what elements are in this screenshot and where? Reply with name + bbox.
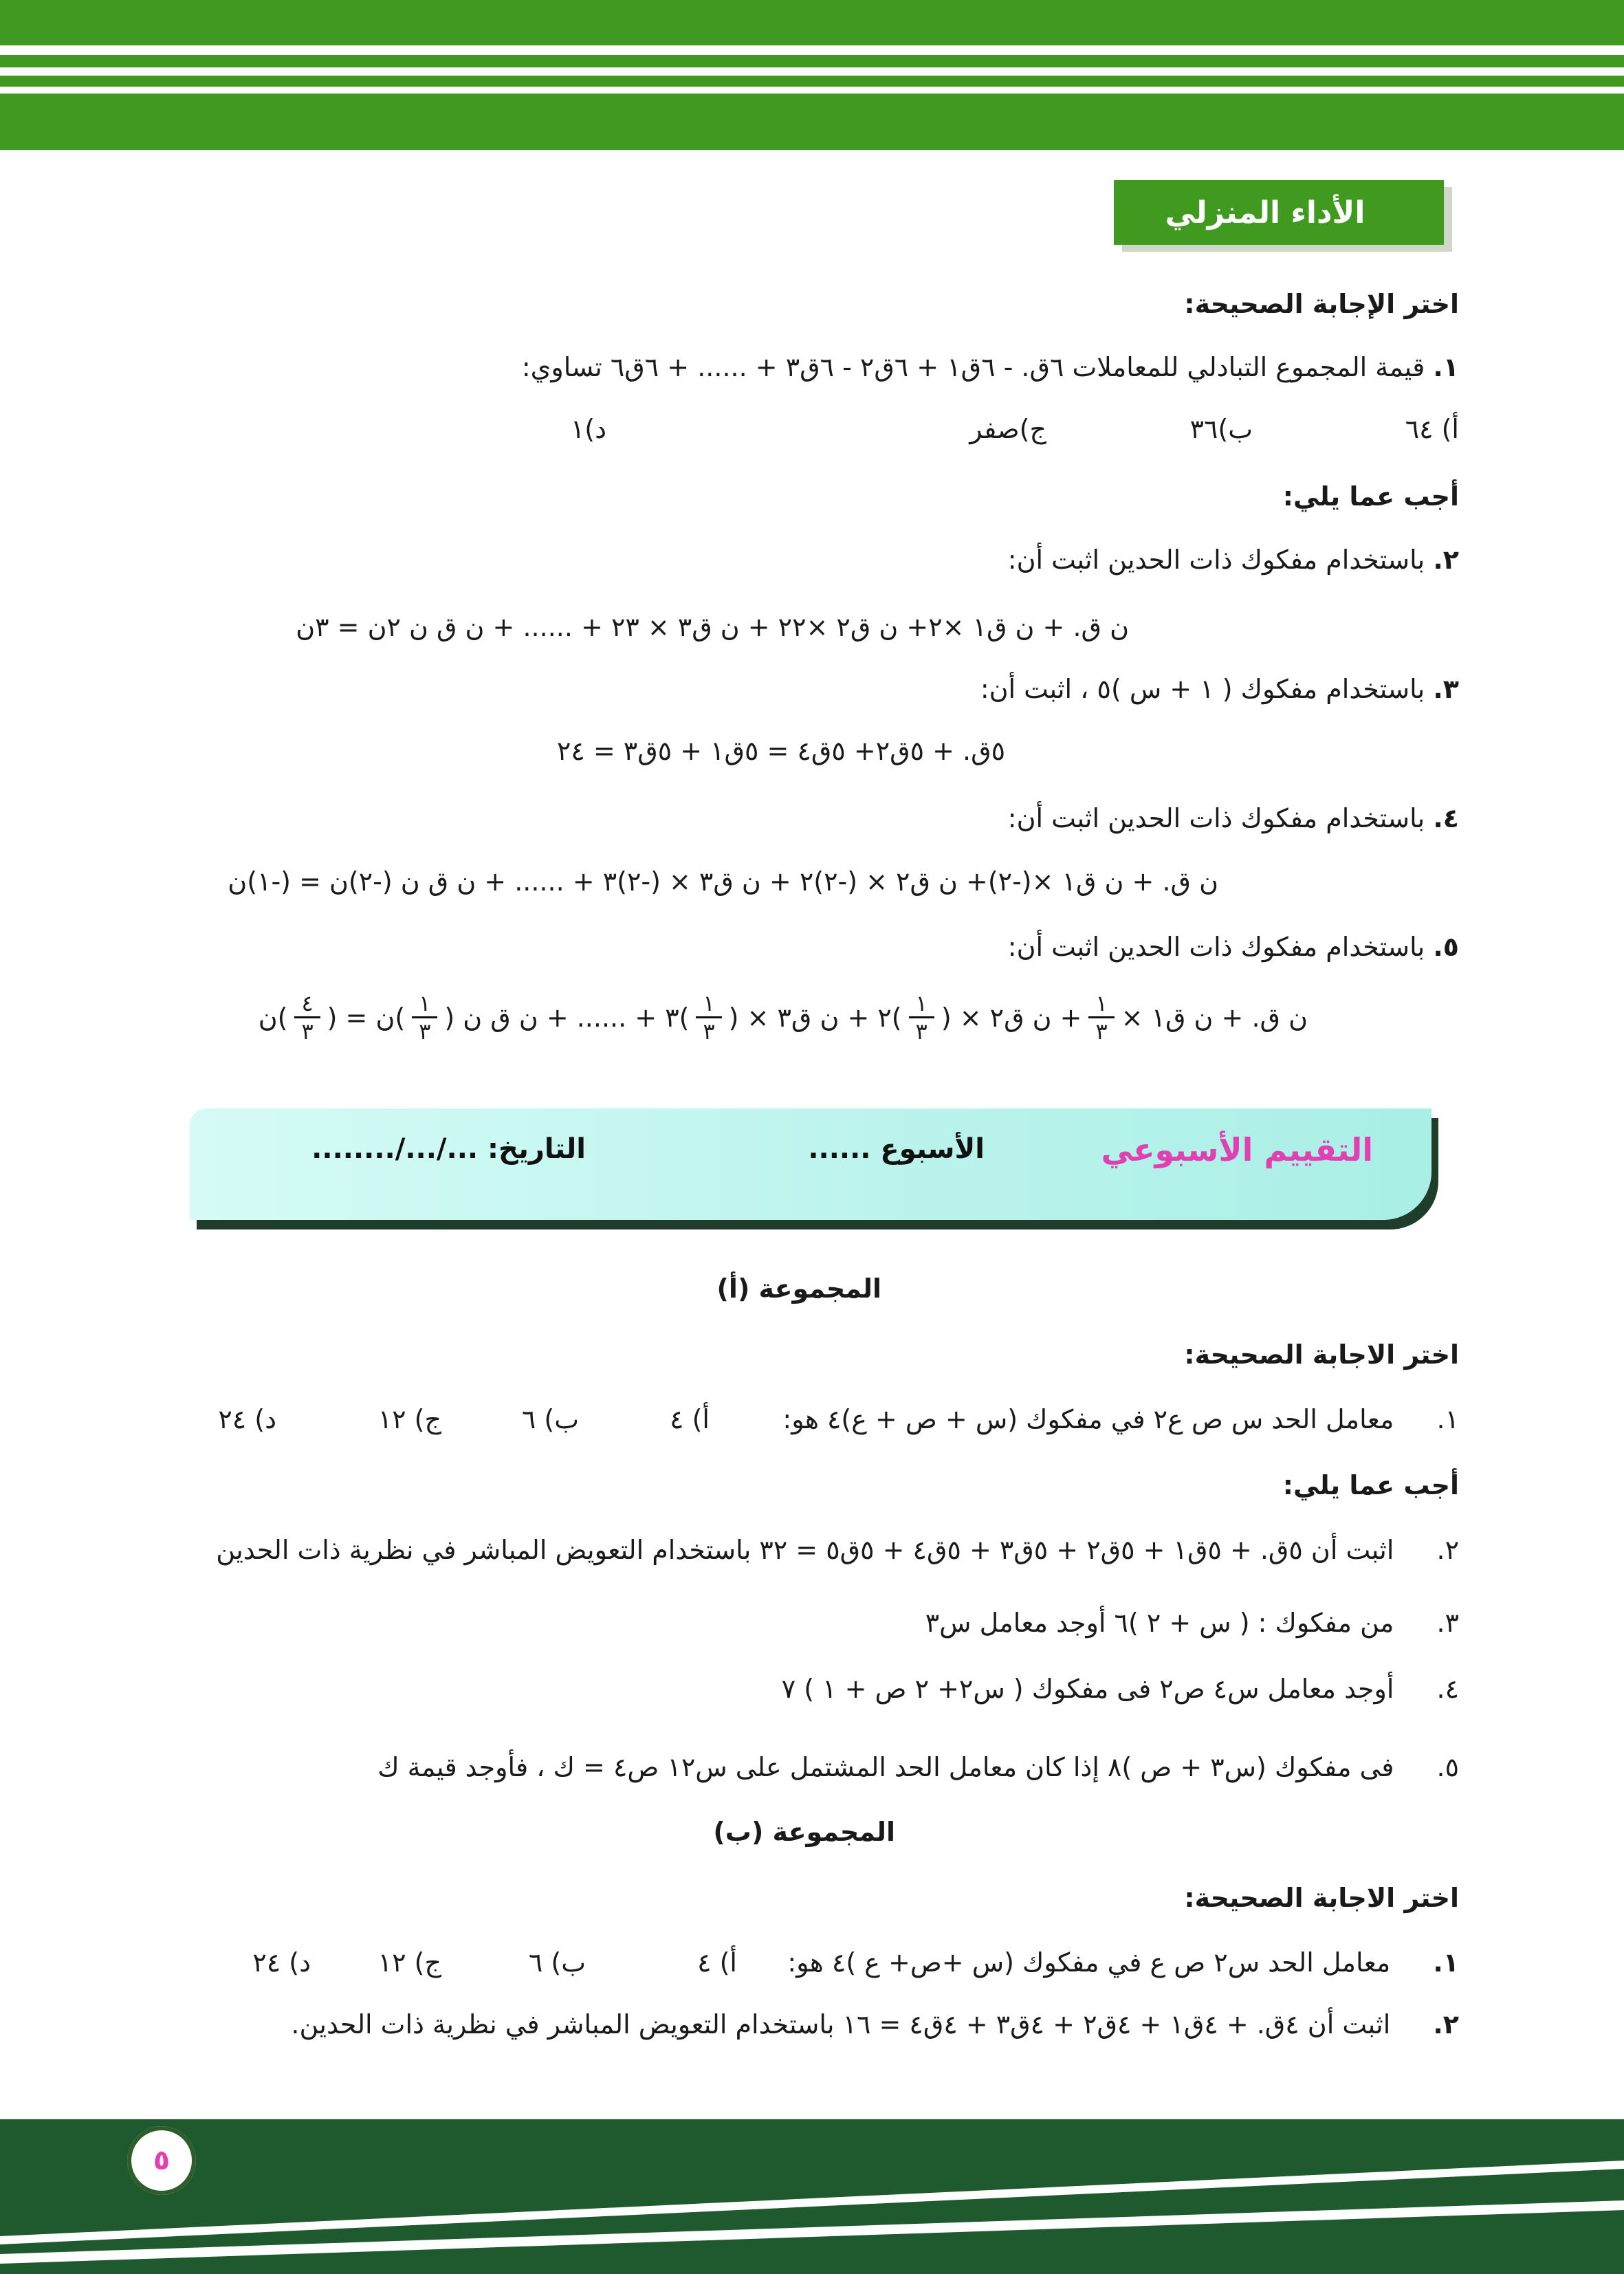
- group-a-heading: المجموعة (أ): [716, 1273, 881, 1304]
- group-a-option-b: ب) ٦: [521, 1404, 579, 1434]
- group-a-question-4: ٤. أوجد معامل س٤ ص٢ فى مفكوك ( س٢+ ٢ ص + ١ ) ٧: [781, 1674, 1459, 1704]
- fraction-one-third: $\frac{١}{٣}$: [696, 990, 721, 1045]
- group-b-question-1: ١. معامل الحد س٢ ص ع في مفكوك (س +ص+ ع )٤ هو:: [787, 1947, 1459, 1978]
- group-a-option-c: ج) ١٢: [377, 1404, 441, 1434]
- date-label: التاريخ: .../.../........: [311, 1133, 586, 1165]
- formula-5: ن ق. + ن ق١ × $\frac{١}{٣}$ + ن ق٢ × ( $\frac{١}{٣}$ )٢ + ن ق٣ × ( $\frac{١}{٣}$ )٣ + ...... + ن ق ن ( $\frac{١}{٣}$ )ن = ( $\frac{٤}{٣}$ )ن: [258, 990, 1308, 1045]
- group-a-section-answer: أجب عما يلي:: [1282, 1470, 1459, 1500]
- section-label-choose: اختر الإجابة الصحيحة:: [1184, 289, 1459, 319]
- question-5: ٥. باستخدام مفكوك ذات الحدين اثبت أن:: [1007, 932, 1459, 962]
- group-a-option-a: أ) ٤: [670, 1404, 710, 1434]
- group-b-section-choose: اختر الاجابة الصحيحة:: [1184, 1883, 1459, 1913]
- group-b-option-b: ب) ٦: [528, 1947, 586, 1978]
- option-d: د)١: [570, 414, 606, 444]
- group-b-option-a: أ) ٤: [697, 1947, 737, 1978]
- group-a-question-2: ٢. اثبت أن ٥ق. + ٥ق١ + ٥ق٢ + ٥ق٣ + ٥ق٤ + ٥ق٥ = ٣٢ باستخدام التعويض المباشر في نظرية ذات الحدين: [216, 1535, 1459, 1565]
- weekly-evaluation-title: التقييم الأسبوعي: [1101, 1131, 1373, 1168]
- group-a-section-choose: اختر الاجابة الصحيحة:: [1184, 1340, 1459, 1370]
- group-a-question-5: ٥. فى مفكوك (س٣ + ص )٨ إذا كان معامل الحد المشتمل على س١٢ ص٤ = ك ، فأوجد قيمة ك: [377, 1752, 1459, 1782]
- question-4: ٤. باستخدام مفكوك ذات الحدين اثبت أن:: [1007, 803, 1459, 833]
- group-a-question-3: ٣. من مفكوك : ( س + ٢ )٦ أوجد معامل س٣: [925, 1608, 1459, 1638]
- option-b: ب)٣٦: [1189, 414, 1253, 444]
- question-2: ٢. باستخدام مفكوك ذات الحدين اثبت أن:: [1007, 545, 1459, 575]
- group-b-option-c: ج) ١٢: [377, 1947, 441, 1978]
- group-b-heading: المجموعة (ب): [713, 1817, 895, 1847]
- option-a: أ) ٦٤: [1405, 414, 1459, 444]
- week-label: الأسبوع ......: [808, 1133, 985, 1165]
- bottom-decorative-bar: [0, 2119, 1624, 2274]
- fraction-one-third: $\frac{١}{٣}$: [909, 990, 934, 1045]
- fraction-one-third: $\frac{١}{٣}$: [1088, 990, 1114, 1045]
- section-title-home-performance: الأداء المنزلي: [1114, 180, 1444, 245]
- fraction-four-thirds: $\frac{٤}{٣}$: [294, 990, 320, 1045]
- section-label-answer: أجب عما يلي:: [1282, 481, 1459, 512]
- formula-3: ٥ق. + ٥ق٢+ ٥ق٤ = ٥ق١ + ٥ق٣ = ٢٤: [556, 736, 1005, 766]
- group-b-option-d: د) ٢٤: [252, 1947, 311, 1978]
- formula-2: ن ق. + ن ق١ ×٢+ ن ق٢ ×٢٢ + ن ق٣ × ٢٣ + ...... + ن ق ن ٢ن = ٣ن: [296, 612, 1129, 642]
- page-number-badge: ٥: [127, 2126, 196, 2195]
- fraction-one-third: $\frac{١}{٣}$: [412, 990, 437, 1045]
- option-c: ج)صفر: [969, 414, 1046, 444]
- group-a-question-1: ١. معامل الحد س ص ع٢ في مفكوك (س + ص + ع)٤ هو:: [782, 1404, 1459, 1434]
- question-1: ١. قيمة المجموع التبادلي للمعاملات ٦ق. - ٦ق١ + ٦ق٢ - ٦ق٣ + ...... + ٦ق٦ تساوي:: [521, 352, 1459, 382]
- formula-4: ن ق. + ن ق١ ×(-٢)+ ن ق٢ × (-٢)٢ + ن ق٣ × (-٢)٣ + ...... + ن ق ن (-٢)ن = (-١)ن: [228, 866, 1218, 897]
- top-decorative-bar: [0, 0, 1624, 150]
- question-3: ٣. باستخدام مفكوك ( ١ + س )٥ ، اثبت أن:: [980, 674, 1459, 704]
- group-a-option-d: د) ٢٤: [218, 1404, 276, 1434]
- group-b-question-2: ٢. اثبت أن ٤ق. + ٤ق١ + ٤ق٢ + ٤ق٣ + ٤ق٤ = ١٦ باستخدام التعويض المباشر في نظرية ذات الحدين.: [291, 2009, 1459, 2040]
